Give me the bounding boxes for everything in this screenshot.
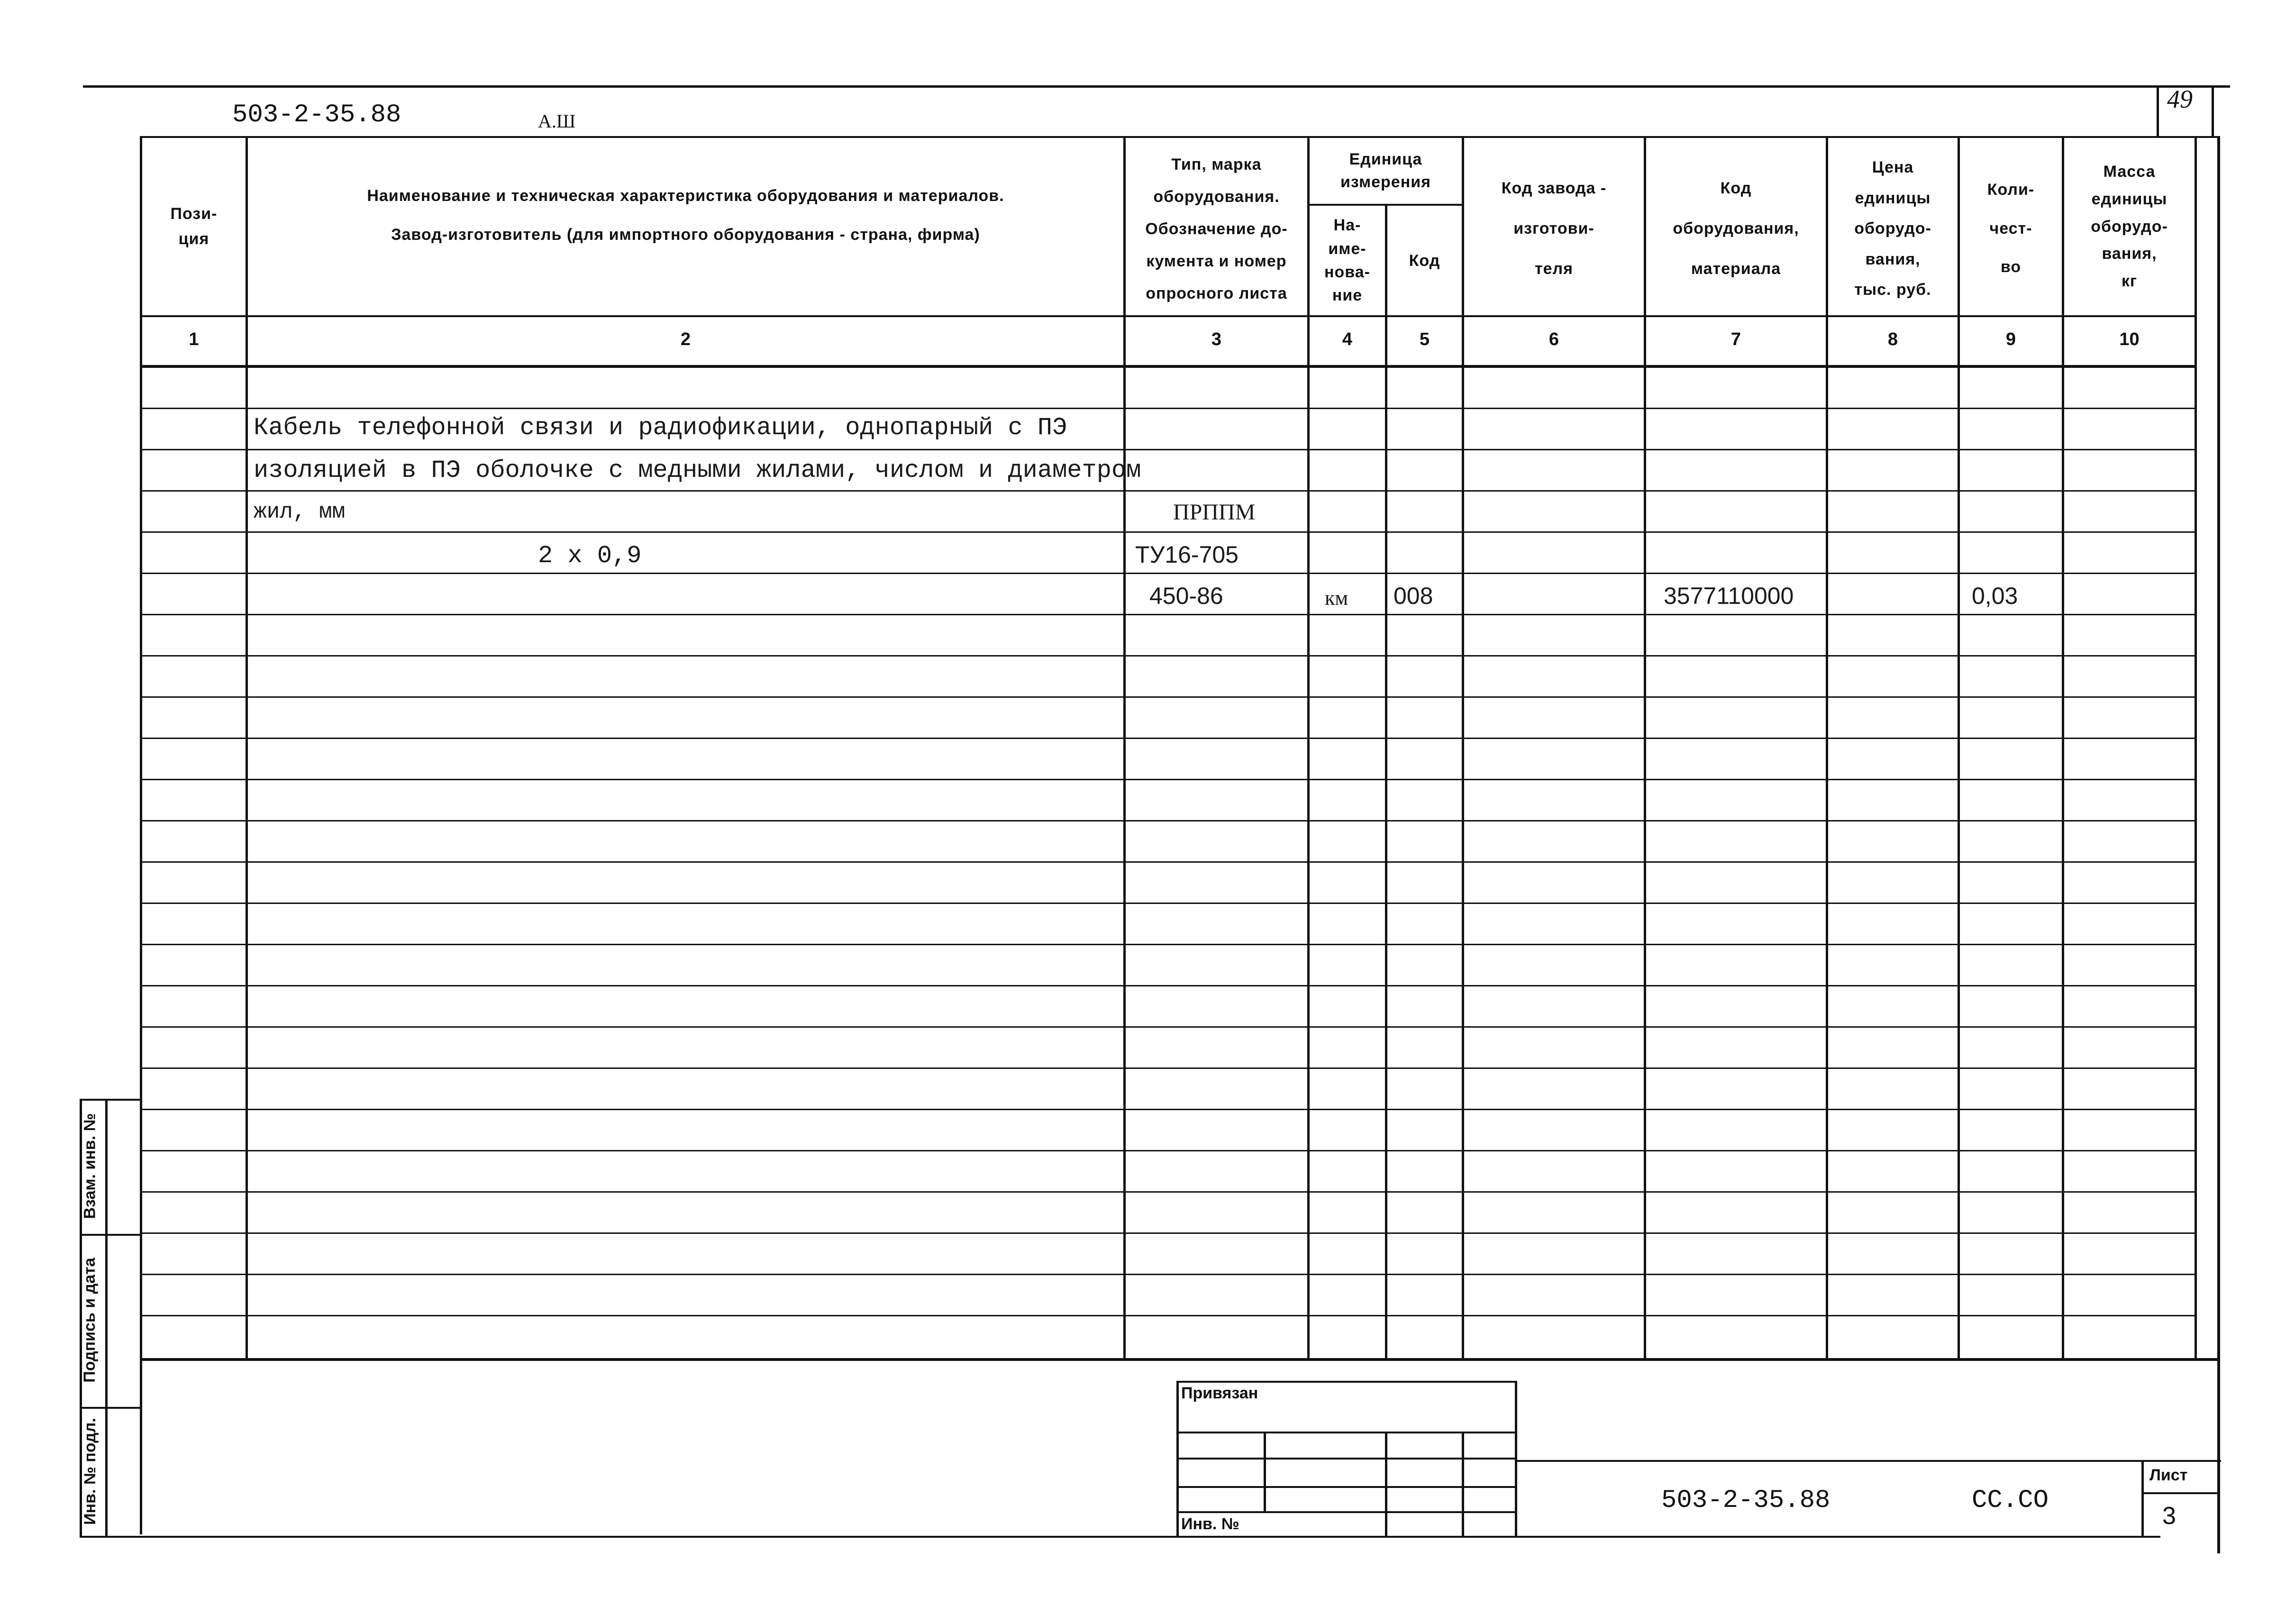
item-unit-code: 008	[1393, 583, 1433, 609]
row-line	[140, 944, 2197, 945]
title-block-v1	[1264, 1432, 1266, 1513]
row-line	[140, 1274, 2197, 1275]
header-col-5: Код	[1409, 251, 1440, 270]
header-bottom-border	[140, 315, 2197, 317]
col-num-3: 3	[1211, 329, 1222, 349]
item-equipment-code: 3577110000	[1664, 583, 1794, 609]
col-num-6: 6	[1548, 329, 1559, 349]
sheet-number: 3	[2162, 1502, 2176, 1530]
document-code: 503-2-35.88	[1661, 1486, 1831, 1515]
row-line	[140, 408, 2197, 409]
title-block-privyazan: Привязан	[1181, 1384, 1258, 1402]
row-line	[140, 820, 2197, 821]
col-num-10: 10	[2119, 329, 2140, 349]
document-suffix: СС.СО	[1972, 1486, 2049, 1515]
item-description-line: изоляцией в ПЭ оболочке с медными жилами, числом и диаметром	[254, 456, 1141, 484]
side-stamp-bottom	[80, 1536, 2160, 1538]
row-line	[140, 1067, 2197, 1069]
header-col-6: Код завода - изготови- теля	[1501, 179, 1607, 278]
col-line-2	[1123, 136, 1126, 1358]
col-line-4	[1385, 204, 1387, 1359]
item-type-line: 450-86	[1149, 583, 1223, 609]
top-border	[83, 85, 2230, 88]
title-block-h3	[1176, 1486, 1517, 1488]
row-line	[140, 573, 2197, 574]
row-line	[140, 738, 2197, 739]
header-unit-group: Единица измерения	[1340, 150, 1431, 191]
page-number-box-right	[2212, 85, 2214, 137]
row-line	[140, 1109, 2197, 1110]
item-description-line: Кабель телефонной связи и радиофикации, однопарный с ПЭ	[254, 414, 1067, 442]
title-block-h4	[1176, 1511, 1517, 1513]
row-line	[140, 696, 2197, 698]
item-type-line: ПРППМ	[1173, 500, 1256, 525]
row-line	[140, 490, 2197, 492]
row-line	[140, 1026, 2197, 1028]
header-col-9: Коли- чест- во	[1987, 181, 2035, 276]
row-line	[140, 861, 2197, 863]
header-col-3: Тип, марка оборудования. Обозначение до- кумента и номер опросного листа	[1145, 155, 1288, 302]
item-dimension: 2 х 0,9	[538, 542, 642, 570]
item-quantity: 0,03	[1972, 583, 2018, 609]
side-stamp-inv-vzam: Взам. инв. №	[81, 1113, 99, 1219]
col-num-1: 1	[189, 329, 199, 349]
number-row-bottom-border	[140, 365, 2197, 368]
row-line	[140, 531, 2197, 533]
col-line-6	[1644, 136, 1646, 1359]
side-stamp-inv-podl: Инв. № подл.	[81, 1418, 99, 1525]
title-block-inv-no: Инв. №	[1181, 1515, 1239, 1533]
row-line	[140, 655, 2197, 657]
col-line-5	[1462, 136, 1464, 1359]
row-line	[140, 1191, 2197, 1193]
sheet-format: А.Ш	[538, 110, 576, 132]
col-num-2: 2	[680, 329, 691, 349]
title-block-main-divider	[1515, 1460, 2221, 1462]
title-block-h2	[1176, 1458, 1517, 1460]
sheet-box-left	[2141, 1460, 2144, 1537]
title-block-v3	[1462, 1432, 1464, 1537]
row-line	[140, 1232, 2197, 1234]
row-line	[140, 1150, 2197, 1151]
header-col-10: Масса единицы оборудо- вания, кг	[2091, 163, 2168, 291]
sheet-label: Лист	[2149, 1466, 2188, 1484]
header-col-8: Цена единицы оборудо- вания, тыс. руб.	[1854, 158, 1931, 299]
table-bottom-border	[140, 1358, 2220, 1361]
col-line-1	[246, 136, 248, 1358]
title-block-h1	[1176, 1432, 1517, 1433]
col-num-8: 8	[1887, 329, 1898, 349]
row-line	[140, 903, 2197, 904]
item-type-line: ТУ16-705	[1135, 541, 1239, 568]
side-stamp-mid	[105, 1099, 108, 1538]
col-num-7: 7	[1730, 329, 1741, 349]
col-line-3	[1307, 136, 1310, 1358]
row-line	[140, 985, 2197, 986]
title-block-top	[1176, 1381, 1517, 1383]
row-line	[140, 779, 2197, 780]
unit-group-divider	[1307, 204, 1464, 206]
title-block-v2	[1385, 1432, 1387, 1537]
sheet-box-divider	[2141, 1492, 2220, 1494]
header-col-7: Код оборудования, материала	[1673, 179, 1799, 278]
col-num-4: 4	[1342, 329, 1353, 349]
item-unit-name: км	[1325, 586, 1348, 610]
col-line-8	[1958, 136, 1960, 1359]
page-number-box-left	[2157, 85, 2159, 137]
row-line	[140, 1315, 2197, 1316]
header-col-2: Наименование и техническая характеристика оборудования и материалов. Завод-изготовитель (для импортного оборудования - страна, фирма)	[367, 187, 1004, 244]
col-num-5: 5	[1419, 329, 1430, 349]
col-line-9	[2062, 136, 2064, 1359]
side-stamp-signature-date: Подпись и дата	[81, 1258, 99, 1383]
top-doc-code: 503-2-35.88	[232, 100, 401, 129]
frame-right-border	[2217, 136, 2220, 1553]
page-number: 49	[2167, 85, 2193, 113]
col-num-9: 9	[2005, 329, 2016, 349]
col-line-7	[1826, 136, 1828, 1359]
header-col-4: На- име- нова- ние	[1324, 216, 1370, 305]
row-line	[140, 449, 2197, 450]
item-description-line: жил, мм	[254, 500, 346, 524]
header-col-1: Пози- ция	[170, 204, 218, 248]
col-line-10	[2195, 136, 2197, 1359]
row-line	[140, 614, 2197, 615]
